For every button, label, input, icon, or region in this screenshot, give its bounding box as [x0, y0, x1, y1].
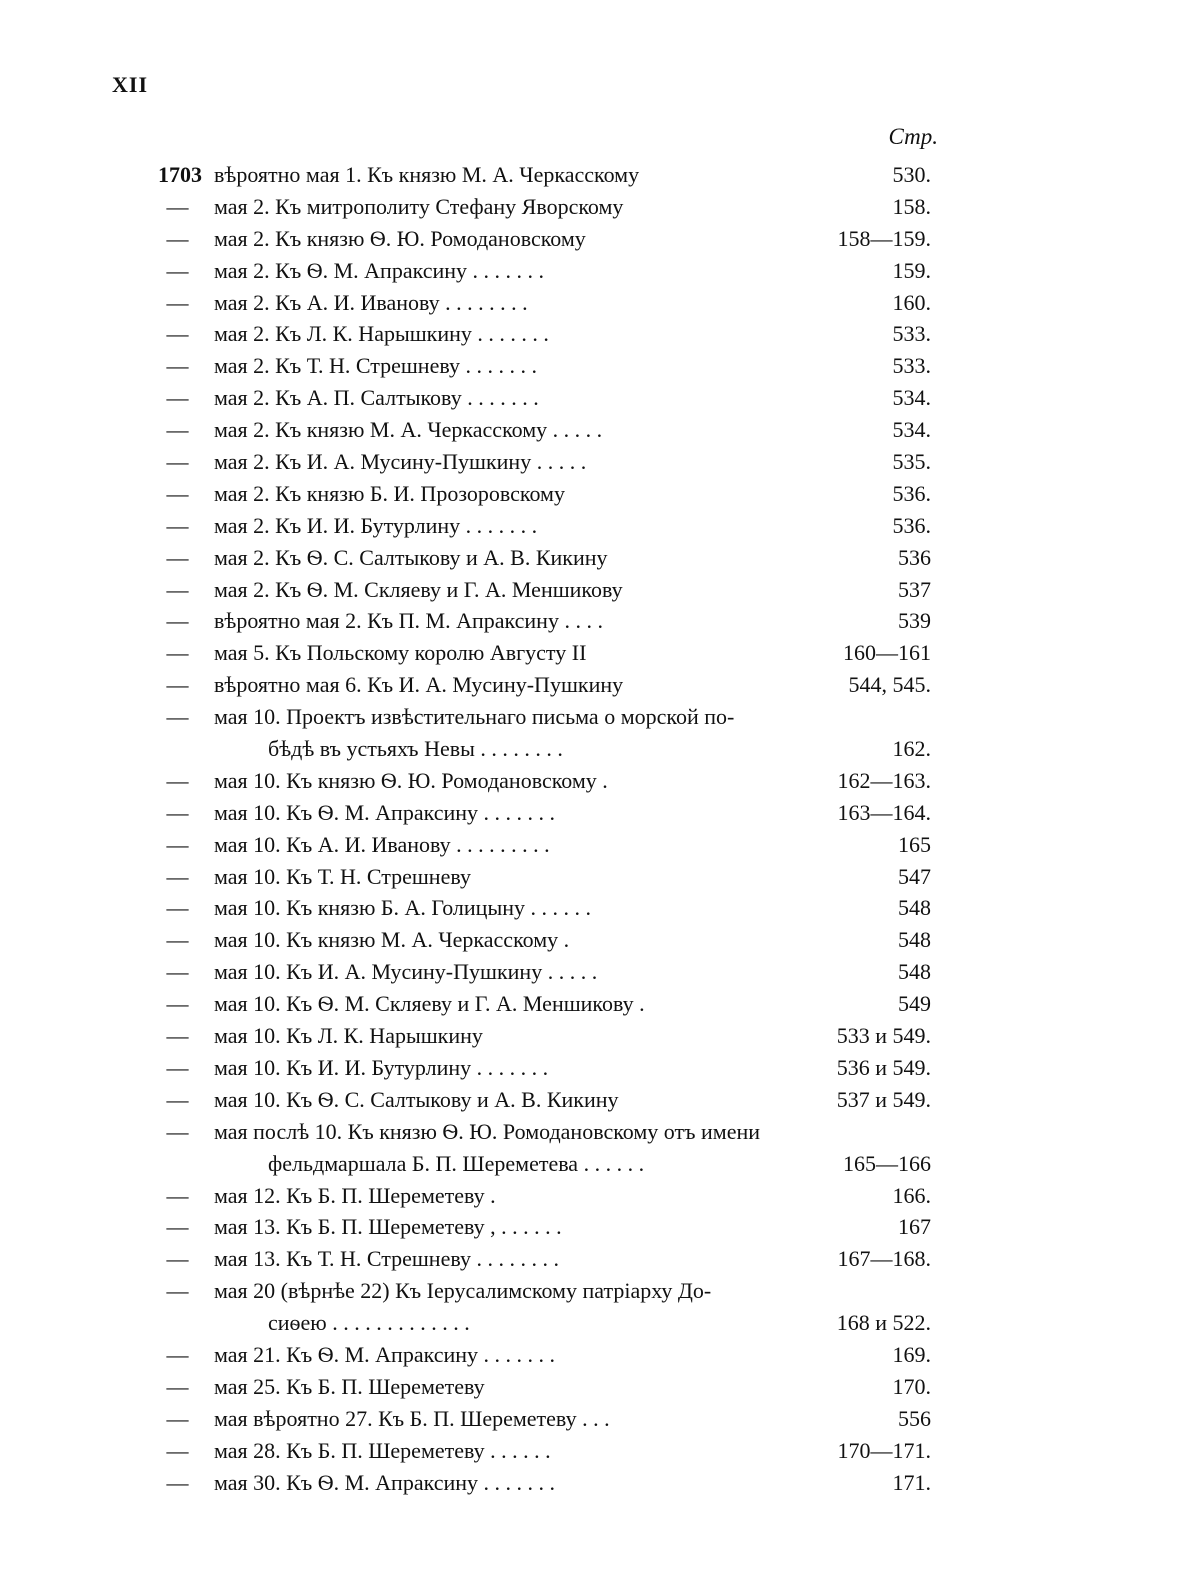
toc-entry	[0, 256, 1191, 288]
entry-title: мая 13. Къ Б. П. Шереметеву , . . . . . .	[214, 1214, 562, 1240]
entry-title: мая 10. Къ И. А. Мусину-Пушкину . . . . .	[214, 959, 598, 985]
entry-dash: —	[166, 1182, 189, 1208]
entry-title: вѣроятно мая 6. Къ И. А. Мусину-Пушкину	[214, 672, 624, 698]
entry-page: 165—166	[843, 1150, 931, 1176]
entry-page: 167—168.	[837, 1246, 931, 1272]
toc-entry	[0, 543, 1191, 575]
entry-page: 536	[898, 544, 931, 570]
entry-dash: —	[166, 321, 189, 347]
entry-title: мая 12. Къ Б. П. Шереметеву .	[214, 1182, 496, 1208]
toc-entry	[0, 893, 1191, 925]
toc-entry	[0, 288, 1191, 320]
toc-entry	[0, 1181, 1191, 1213]
entry-dash: —	[166, 1405, 189, 1431]
toc-entry	[0, 383, 1191, 415]
entry-page: 547	[898, 863, 931, 889]
entry-dash: —	[166, 1023, 189, 1049]
entry-dash: —	[166, 225, 189, 251]
entry-dash: —	[166, 1086, 189, 1112]
toc-entry	[0, 1276, 1191, 1308]
toc-entry	[0, 1468, 1191, 1500]
entry-title: мая 2. Къ Т. Н. Стрешневу . . . . . . .	[214, 353, 537, 379]
toc-entry	[0, 224, 1191, 256]
entry-dash: —	[166, 640, 189, 666]
entry-dash: —	[166, 385, 189, 411]
entry-title: мая 30. Къ Ѳ. М. Апраксину . . . . . . .	[214, 1469, 556, 1495]
toc-entry	[0, 1021, 1191, 1053]
entry-page: 549	[898, 991, 931, 1017]
entry-page: 530.	[892, 162, 931, 187]
entry-title: мая 10. Къ Ѳ. М. Скляеву и Г. А. Меншикову .	[214, 991, 645, 1017]
entry-dash: —	[166, 1246, 189, 1272]
toc-entry	[0, 1053, 1191, 1085]
entry-dash: —	[166, 831, 189, 857]
toc-entry	[0, 989, 1191, 1021]
toc-entry	[0, 925, 1191, 957]
toc-entry-continuation	[0, 734, 1191, 766]
toc-entry	[0, 160, 1191, 192]
entry-title: мая 2. Къ А. П. Салтыкову . . . . . . .	[214, 385, 539, 411]
entry-dash: —	[166, 895, 189, 921]
toc-entry	[0, 575, 1191, 607]
entry-page: 169.	[892, 1341, 931, 1367]
entry-dash: —	[166, 1341, 189, 1367]
entry-dash: —	[166, 767, 189, 793]
entry-page: 536.	[892, 480, 931, 506]
entry-page: 537 и 549.	[836, 1086, 931, 1112]
entry-page: 158—159.	[837, 225, 931, 251]
toc-entry	[0, 1117, 1191, 1149]
entry-page: 534.	[892, 385, 931, 411]
entry-title: фельдмаршала Б. П. Шереметева . . . . . .	[268, 1150, 645, 1176]
entry-dash: —	[166, 863, 189, 889]
entry-page: 162—163.	[837, 767, 931, 793]
entry-title: мая 10. Къ И. И. Бутурлину . . . . . . .	[214, 1054, 549, 1080]
entry-page: 166.	[892, 1182, 931, 1208]
entry-title: мая 10. Къ князю Ѳ. Ю. Ромодановскому .	[214, 767, 608, 793]
toc-entry	[0, 862, 1191, 894]
toc-entry	[0, 1212, 1191, 1244]
entry-page: 158.	[892, 193, 931, 219]
toc-entry	[0, 606, 1191, 638]
toc-entry	[0, 766, 1191, 798]
entry-page: 160.	[892, 289, 931, 315]
entry-page: 533.	[892, 321, 931, 347]
entry-title: мая 10. Къ Л. К. Нарышкину	[214, 1023, 483, 1049]
toc-entry	[0, 702, 1191, 734]
entry-dash: —	[166, 959, 189, 985]
entry-page: 167	[898, 1214, 931, 1240]
entry-dash: —	[166, 353, 189, 379]
entry-dash: —	[166, 544, 189, 570]
entry-title: мая 2. Къ митрополиту Стефану Яворскому	[214, 193, 624, 219]
entry-title: мая 10. Къ князю Б. А. Голицыну . . . . . .	[214, 895, 592, 921]
entry-title: мая послѣ 10. Къ князю Ѳ. Ю. Ромодановскому отъ имени	[214, 1118, 761, 1144]
entry-title: мая 10. Къ Ѳ. С. Салтыкову и А. В. Кикину	[214, 1086, 619, 1112]
entry-page: 165	[898, 831, 931, 857]
entry-page: 171.	[892, 1469, 931, 1495]
entry-page: 556	[898, 1405, 931, 1431]
entry-dash: —	[166, 1278, 189, 1304]
entry-title: мая 13. Къ Т. Н. Стрешневу . . . . . . . .	[214, 1246, 559, 1272]
table-of-contents	[0, 160, 1191, 1499]
entry-page: 533.	[892, 353, 931, 379]
toc-entry	[0, 415, 1191, 447]
entry-title: мая 2. Къ И. А. Мусину-Пушкину . . . . .	[214, 449, 587, 475]
entry-page: 160—161	[843, 640, 931, 666]
entry-dash: —	[166, 1437, 189, 1463]
entry-page: 548	[898, 927, 931, 953]
toc-entry	[0, 479, 1191, 511]
entry-dash: —	[166, 1118, 189, 1144]
entry-title: вѣроятно мая 1. Къ князю М. А. Черкасскому	[214, 162, 640, 187]
toc-entry	[0, 1372, 1191, 1404]
toc-entry	[0, 351, 1191, 383]
entry-page: 170.	[892, 1373, 931, 1399]
entry-dash: —	[166, 576, 189, 602]
toc-entry	[0, 798, 1191, 830]
entry-title: мая 10. Къ Ѳ. М. Апраксину . . . . . . .	[214, 799, 556, 825]
entry-dash: —	[166, 799, 189, 825]
entry-dash: —	[166, 1469, 189, 1495]
entry-dash: —	[166, 1054, 189, 1080]
toc-entry	[0, 511, 1191, 543]
entry-dash: —	[166, 672, 189, 698]
entry-title: мая 2. Къ А. И. Иванову . . . . . . . .	[214, 289, 528, 315]
toc-entry	[0, 1404, 1191, 1436]
entry-title: мая 2. Къ князю Б. И. Прозоровскому	[214, 480, 565, 506]
entry-title: мая 5. Къ Польскому королю Августу II	[214, 640, 587, 666]
entry-dash: —	[166, 512, 189, 538]
entry-page: 548	[898, 959, 931, 985]
entry-title: мая 10. Къ князю М. А. Черкасскому .	[214, 927, 570, 953]
toc-entry-continuation	[0, 1308, 1191, 1340]
toc-entry	[0, 192, 1191, 224]
entry-dash: —	[166, 449, 189, 475]
toc-entry	[0, 1085, 1191, 1117]
toc-entry	[0, 957, 1191, 989]
entry-dash: —	[166, 417, 189, 443]
entry-title: мая вѣроятно 27. Къ Б. П. Шереметеву . . .	[214, 1405, 610, 1431]
entry-page: 544, 545.	[848, 672, 931, 698]
entry-title: мая 28. Къ Б. П. Шереметеву . . . . . .	[214, 1437, 551, 1463]
entry-page: 548	[898, 895, 931, 921]
entry-dash: —	[166, 480, 189, 506]
entry-title: мая 25. Къ Б. П. Шереметеву	[214, 1373, 485, 1399]
entry-dash: —	[166, 1373, 189, 1399]
toc-entry	[0, 670, 1191, 702]
entry-title: мая 2. Къ князю М. А. Черкасскому . . . . .	[214, 417, 603, 443]
entry-dash: —	[166, 289, 189, 315]
entry-page: 170—171.	[837, 1437, 931, 1463]
entry-page: 537	[898, 576, 931, 602]
entry-title: вѣроятно мая 2. Къ П. М. Апраксину . . . .	[214, 608, 603, 634]
toc-entry	[0, 1436, 1191, 1468]
entry-page: 536.	[892, 512, 931, 538]
entry-title: мая 10. Къ Т. Н. Стрешневу	[214, 863, 471, 889]
entry-title: мая 10. Къ А. И. Иванову . . . . . . . . .	[214, 831, 550, 857]
entry-title: мая 2. Къ князю Ѳ. Ю. Ромодановскому	[214, 225, 586, 251]
entry-dash: —	[166, 257, 189, 283]
entry-title: мая 21. Къ Ѳ. М. Апраксину . . . . . . .	[214, 1341, 556, 1367]
entry-title: мая 10. Проектъ извѣстительнаго письма о морской по-	[214, 704, 735, 730]
toc-entry-continuation	[0, 1149, 1191, 1181]
entry-title: мая 2. Къ Ѳ. М. Скляеву и Г. А. Меншикову	[214, 576, 623, 602]
entry-dash: —	[166, 704, 189, 730]
entry-dash: —	[166, 927, 189, 953]
entry-dash: —	[166, 991, 189, 1017]
entry-page: 533 и 549.	[836, 1023, 931, 1049]
toc-entry	[0, 319, 1191, 351]
toc-entry	[0, 830, 1191, 862]
entry-year: 1703	[158, 162, 202, 187]
entry-title: мая 2. Къ И. И. Бутурлину . . . . . . .	[214, 512, 538, 538]
toc-entry	[0, 447, 1191, 479]
entry-page: 535.	[892, 449, 931, 475]
entry-title: мая 2. Къ Ѳ. С. Салтыкову и А. В. Кикину	[214, 544, 608, 570]
page-number: XII	[112, 72, 149, 97]
entry-title: мая 20 (вѣрнѣе 22) Къ Іерусалимскому патріарху До-	[214, 1278, 712, 1304]
entry-title: мая 2. Къ Ѳ. М. Апраксину . . . . . . .	[214, 257, 545, 283]
entry-dash: —	[166, 193, 189, 219]
toc-entry	[0, 638, 1191, 670]
entry-title: мая 2. Къ Л. К. Нарышкину . . . . . . .	[214, 321, 549, 347]
page-column-header: Стр.	[888, 124, 938, 149]
entry-page: 539	[898, 608, 931, 634]
entry-page: 162.	[892, 736, 931, 762]
entry-page: 536 и 549.	[836, 1054, 931, 1080]
toc-entry	[0, 1340, 1191, 1372]
entry-page: 168 и 522.	[836, 1310, 931, 1336]
toc-entry	[0, 1244, 1191, 1276]
entry-page: 534.	[892, 417, 931, 443]
entry-dash: —	[166, 608, 189, 634]
entry-title: сиѳею . . . . . . . . . . . . .	[268, 1310, 470, 1336]
entry-dash: —	[166, 1214, 189, 1240]
entry-title: бѣдѣ въ устьяхъ Невы . . . . . . . .	[268, 736, 563, 762]
entry-page: 163—164.	[837, 799, 931, 825]
entry-page: 159.	[892, 257, 931, 283]
